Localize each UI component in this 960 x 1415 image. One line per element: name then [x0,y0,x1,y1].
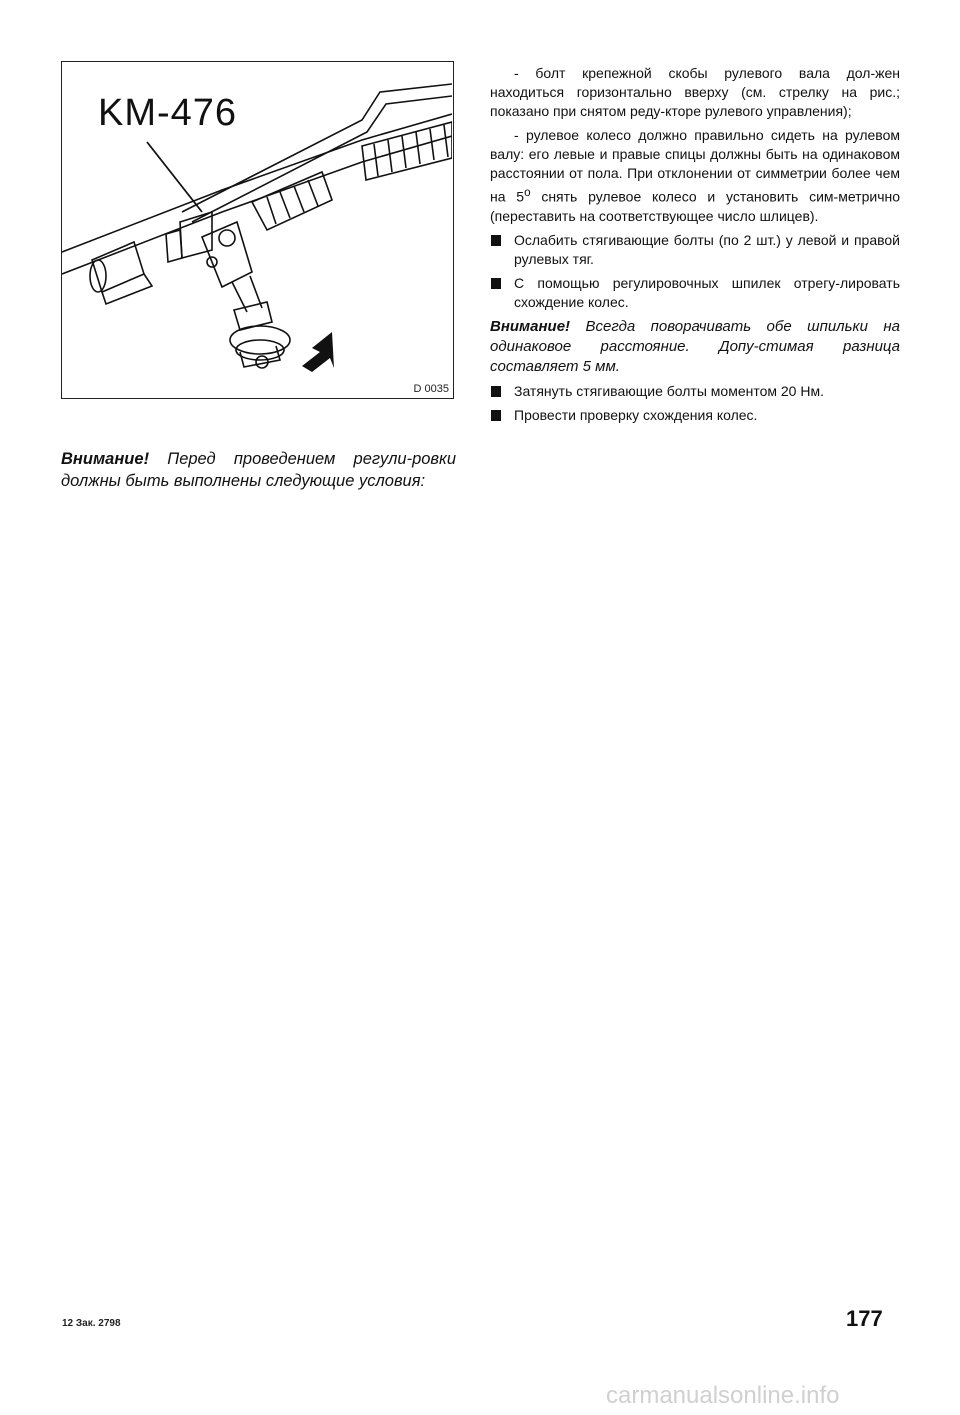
caption [61,448,456,492]
degree-sup: o [524,186,531,199]
note-text: Всегда поворачивать обе шпильки на одинаковое расстояние. Допу-стимая разница составляет 5 мм. [490,317,900,375]
bullet-item-3: Затянуть стягивающие болты моментом 20 Нм. [490,382,900,401]
paragraph-2-end: снять рулевое колесо и установить сим-метрично (переставить на соответствующее число шлицев). [490,188,900,224]
caption-bold: Внимание! [61,450,150,468]
bullet-item-2: С помощью регулировочных шпилек отрегу-лировать схождение колес. [490,274,900,312]
paragraph-2-start: - рулевое колесо должно правильно сидеть на рулевом валу: его левые и правые спицы должны быть на одинаковом расстоянии от пола. При отклонении от симметрии более чем на 5 [490,127,900,205]
right-column [490,64,900,430]
figure-code: D 0035 [413,383,449,395]
bellows-boot [252,172,332,230]
paragraph-1: - болт крепежной скобы рулевого вала дол-жен находиться горизонтально вверху (см. стрелку на рис.; показано при снятом реду-кторе рулевого управления); [490,65,900,119]
watermark: carmanualsonline.info [606,1382,840,1409]
paragraph-2 [490,126,900,226]
label-leader-line [147,142,202,212]
note-bold: Внимание! [490,317,571,335]
caption-text: Перед проведением регули-ровки должны быть выполнены следующие условия: [61,450,456,490]
bullet-item-4: Провести проверку схождения колес. [490,406,900,425]
bullet-item-1: Ослабить стягивающие болты (по 2 шт.) у левой и правой рулевых тяг. [490,231,900,269]
arrow-icon [302,332,334,372]
page-number: 177 [846,1306,883,1331]
figure-label: KM-476 [98,92,238,134]
figure-frame [61,61,454,399]
note [490,317,900,377]
footer-order-number: 12 Зак. 2798 [62,1318,121,1329]
